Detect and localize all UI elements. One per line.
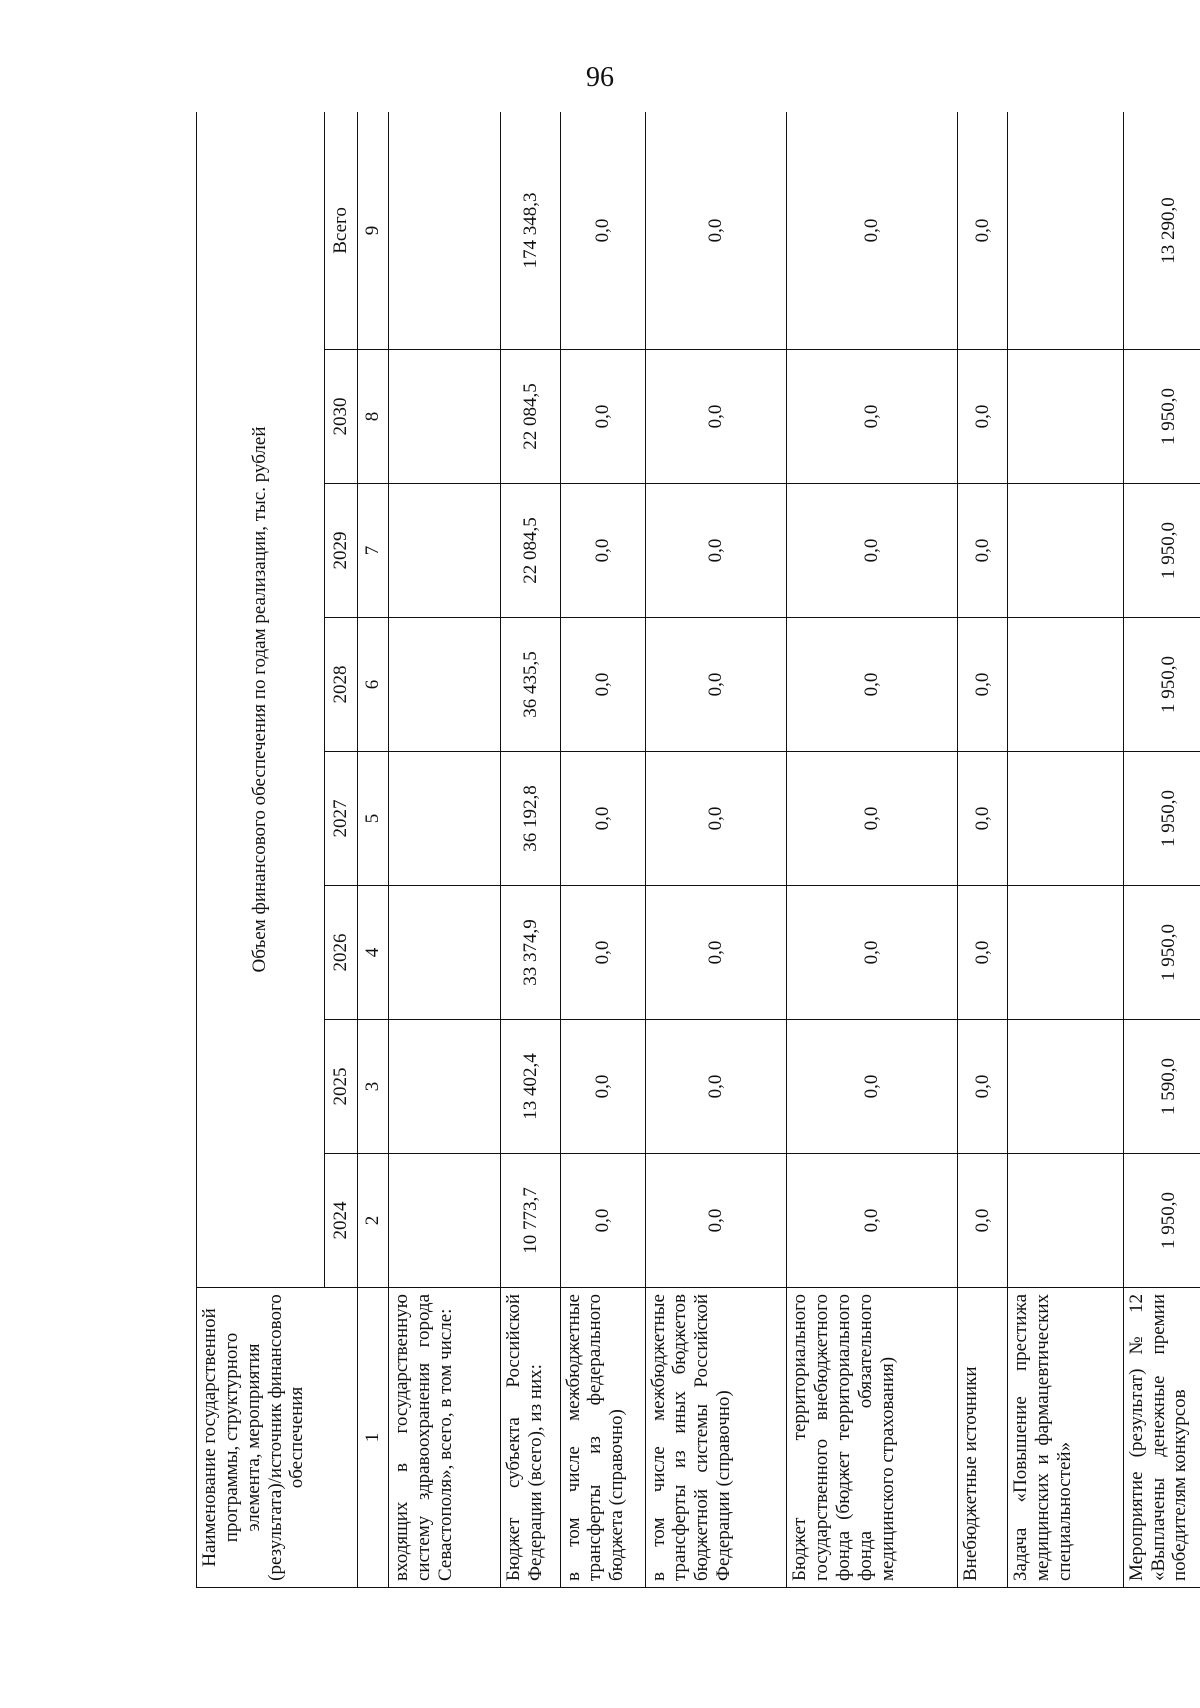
value-cell: 0,0 <box>645 752 787 886</box>
header-row <box>197 112 325 1588</box>
value-cell: 0,0 <box>645 618 787 752</box>
total-header: Всего <box>324 112 357 350</box>
value-cell: 0,0 <box>958 1154 1008 1288</box>
rotated-table-container <box>196 112 1200 1588</box>
table-row <box>1008 112 1124 1588</box>
table-row <box>560 112 645 1588</box>
total-cell <box>1008 112 1124 350</box>
value-cell: 33 374,9 <box>501 886 560 1020</box>
column-number: 6 <box>357 618 389 752</box>
value-cell: 0,0 <box>958 484 1008 618</box>
value-cell: 22 084,5 <box>501 484 560 618</box>
value-cell: 1 950,0 <box>1123 350 1200 484</box>
value-cell: 0,0 <box>560 484 645 618</box>
value-cell: 0,0 <box>645 484 787 618</box>
column-number: 9 <box>357 112 389 350</box>
value-cell: 36 435,5 <box>501 618 560 752</box>
value-cell: 0,0 <box>787 886 958 1020</box>
table-row <box>645 112 787 1588</box>
value-cell: 1 590,0 <box>1123 1020 1200 1154</box>
table-row <box>501 112 560 1588</box>
value-cell: 0,0 <box>560 886 645 1020</box>
value-cell <box>389 1154 501 1288</box>
value-cell: 1 950,0 <box>1123 1154 1200 1288</box>
column-numbers-row <box>357 112 389 1588</box>
value-cell: 0,0 <box>787 752 958 886</box>
value-cell: 1 950,0 <box>1123 484 1200 618</box>
value-cell <box>1008 886 1124 1020</box>
row-name: Задача «Повышение престижа медицинских и фармацевтических специальностей» <box>1008 1288 1124 1588</box>
total-cell <box>389 112 501 350</box>
row-name: Мероприятие (результат) № 12 «Выплачены денежные премии победителям конкурсов <box>1123 1288 1200 1588</box>
column-number: 5 <box>357 752 389 886</box>
table-row <box>389 112 501 1588</box>
year-header: 2028 <box>324 618 357 752</box>
value-cell <box>1008 350 1124 484</box>
column-number: 7 <box>357 484 389 618</box>
column-number: 4 <box>357 886 389 1020</box>
total-cell: 0,0 <box>787 112 958 350</box>
table-row <box>1123 112 1200 1588</box>
header-name-cell: Наименование государственной программы, структурного элемента, мероприятия (результата)/источник финансового обеспечения <box>197 1288 358 1588</box>
page-number: 96 <box>586 62 614 93</box>
value-cell: 0,0 <box>958 350 1008 484</box>
value-cell: 0,0 <box>560 1020 645 1154</box>
value-cell: 0,0 <box>560 350 645 484</box>
value-cell: 0,0 <box>645 350 787 484</box>
value-cell: 0,0 <box>560 618 645 752</box>
value-cell: 0,0 <box>645 1154 787 1288</box>
header-volume-cell: Объем финансового обеспечения по годам реализации, тыс. рублей <box>197 112 325 1288</box>
value-cell: 1 950,0 <box>1123 886 1200 1020</box>
rotated-table-content <box>196 112 1200 1588</box>
value-cell: 0,0 <box>787 1020 958 1154</box>
row-name: в том числе межбюджетные трансферты из федерального бюджета (справочно) <box>560 1288 645 1588</box>
value-cell: 0,0 <box>787 484 958 618</box>
total-cell: 0,0 <box>560 112 645 350</box>
year-header: 2029 <box>324 484 357 618</box>
total-cell: 0,0 <box>645 112 787 350</box>
row-name: входящих в государственную систему здравоохранения города Севастополя», всего, в том числе: <box>389 1288 501 1588</box>
value-cell <box>389 1020 501 1154</box>
value-cell <box>1008 1020 1124 1154</box>
value-cell: 1 950,0 <box>1123 752 1200 886</box>
value-cell: 10 773,7 <box>501 1154 560 1288</box>
total-cell: 0,0 <box>958 112 1008 350</box>
year-header: 2030 <box>324 350 357 484</box>
value-cell <box>1008 484 1124 618</box>
row-name: Внебюджетные источники <box>958 1288 1008 1588</box>
value-cell <box>389 484 501 618</box>
total-cell: 13 290,0 <box>1123 112 1200 350</box>
value-cell: 0,0 <box>787 618 958 752</box>
value-cell: 0,0 <box>958 886 1008 1020</box>
column-number: 3 <box>357 1020 389 1154</box>
year-header: 2027 <box>324 752 357 886</box>
year-header: 2024 <box>324 1154 357 1288</box>
year-header: 2025 <box>324 1020 357 1154</box>
value-cell <box>389 618 501 752</box>
value-cell: 0,0 <box>787 1154 958 1288</box>
value-cell <box>1008 618 1124 752</box>
value-cell: 0,0 <box>645 1020 787 1154</box>
value-cell <box>389 752 501 886</box>
value-cell: 0,0 <box>645 886 787 1020</box>
value-cell <box>389 886 501 1020</box>
value-cell: 0,0 <box>958 752 1008 886</box>
column-number: 2 <box>357 1154 389 1288</box>
value-cell <box>389 350 501 484</box>
year-header: 2026 <box>324 886 357 1020</box>
value-cell: 0,0 <box>787 350 958 484</box>
financing-table <box>196 112 1200 1588</box>
value-cell: 22 084,5 <box>501 350 560 484</box>
column-number: 8 <box>357 350 389 484</box>
row-name: в том числе межбюджетные трансферты из иных бюджетов бюджетной системы Российской Федерации (справочно) <box>645 1288 787 1588</box>
value-cell <box>1008 752 1124 886</box>
value-cell: 0,0 <box>958 618 1008 752</box>
table-row <box>787 112 958 1588</box>
value-cell: 1 950,0 <box>1123 618 1200 752</box>
value-cell: 13 402,4 <box>501 1020 560 1154</box>
row-name: Бюджет территориального государственного внебюджетного фонда (бюджет территориального фонда обязательного медицинского страхования) <box>787 1288 958 1588</box>
value-cell: 36 192,8 <box>501 752 560 886</box>
row-name: Бюджет субъекта Российской Федерации (всего), из них: <box>501 1288 560 1588</box>
column-number: 1 <box>357 1288 389 1588</box>
value-cell <box>1008 1154 1124 1288</box>
table-row <box>958 112 1008 1588</box>
total-cell: 174 348,3 <box>501 112 560 350</box>
value-cell: 0,0 <box>560 752 645 886</box>
value-cell: 0,0 <box>560 1154 645 1288</box>
value-cell: 0,0 <box>958 1020 1008 1154</box>
